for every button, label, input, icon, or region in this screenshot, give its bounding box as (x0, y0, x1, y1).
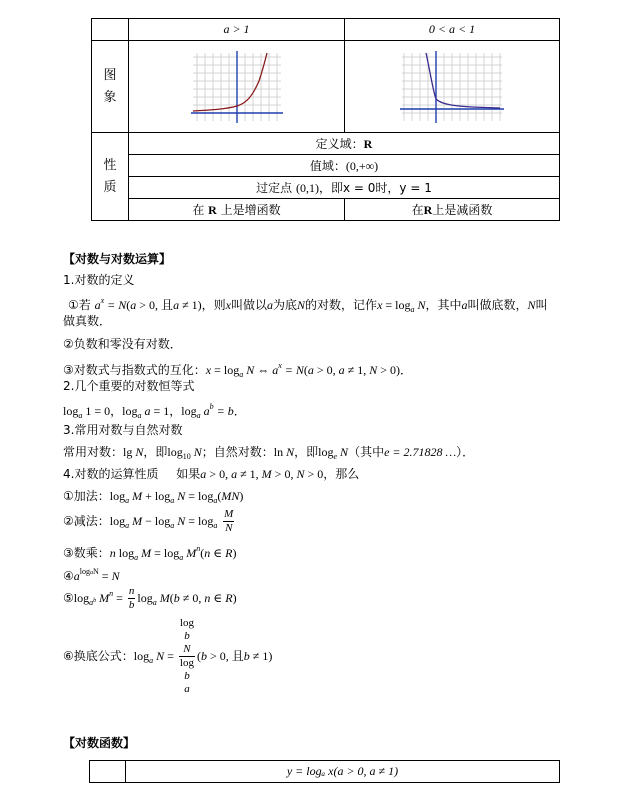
graph-cell-increasing (129, 41, 345, 133)
op-subtraction: ②减法：$\log_a M - \log_a N = \log_a$ $\frac{M}{N}$ (63, 508, 234, 534)
op-addition: ①加法：$\log_a M + \log_a N = \log_a(MN)$ (63, 489, 244, 505)
s1-item3: ③对数式与指数式的互化：$x = \log_a N$ ⇔ $a^x = N(a > 0$, a ≠ 1, N > 0)． (63, 361, 413, 379)
fraction-m-over-n: $\frac{M}{N}$ (224, 508, 234, 534)
graph-cell-decreasing (345, 41, 560, 133)
exp-graph-decreasing (400, 51, 504, 123)
log-corner-cell (90, 761, 126, 783)
exp-graph-increasing (191, 51, 283, 123)
row-label-properties: 性质 (92, 133, 129, 221)
col-header-a-lt-1: 0 < a < 1 (345, 19, 560, 41)
op-scalar: ③数乘：n $\log_a M = \log_a M^n(n$ ∈ R) (63, 544, 237, 562)
grid (402, 53, 502, 121)
log-header-cell: y = logₐ x(a > 0, a ≠ 1) (126, 761, 560, 783)
exp-curve-decreasing (426, 53, 500, 108)
log-section-title: 【对数与对数运算】 (63, 252, 172, 266)
log-function-table (89, 760, 560, 783)
s4-title-line: 4.对数的运算性质 如果a > 0, a ≠ 1, M > 0, N > 0，那么 (63, 467, 360, 481)
s3-content: 常用对数：lg N，即$\log_{10} N$；自然对数：ln N，即$\log_e N$（其中e = 2.71828 …）． (63, 445, 475, 461)
domain-cell: 定义域：R (129, 133, 560, 155)
row-label-graph: 图象 (92, 41, 129, 133)
corner-cell (92, 19, 129, 41)
s3-title: 3.常用对数与自然对数 (63, 423, 183, 437)
op-change-of-base: ⑥换底公式：$\log_a N$ = log b N log b a (b > 0, 且b ≠ 1) (63, 617, 273, 695)
decreasing-cell: 在R上是减函数 (345, 199, 560, 221)
s1-definition-cont: 做真数． (63, 314, 112, 328)
log-func-title: 【对数函数】 (63, 736, 136, 750)
s2-title: 2.几个重要的对数恒等式 (63, 379, 195, 393)
fraction-n-over-b: $\frac{n}{b}$ (128, 585, 135, 611)
op-power-identity: $④a^{logaN} = N$ (63, 567, 120, 583)
col-header-a-gt-1: a > 1 (129, 19, 345, 41)
op-base-power: $⑤\log_{a^b}$ $M^n$ = $\frac{n}{b}$ $\log_a M(b \ne 0$, n ∈ R) (63, 585, 237, 611)
range-cell: 值域：(0,+∞) (129, 155, 560, 177)
fraction-change-base: log b N log b a (179, 617, 194, 695)
s1-definition: ①若 $a^x = N(a > 0$, 且a ≠ 1)，则x叫做以a为底N的对数，记作$x = \log_a N$，其中a叫做底数，N叫 (68, 296, 548, 314)
exp-curve-increasing (193, 53, 267, 111)
exp-function-table (91, 18, 560, 221)
s1-item2: ②负数和零没有对数． (63, 337, 182, 351)
increasing-cell: 在 R 上是增函数 (129, 199, 345, 221)
s2-identities: $\log_a 1 = 0$，$\log_a a = 1$，$\log_a a^b = b$． (63, 402, 246, 420)
s1-title: 1.对数的定义 (63, 273, 135, 287)
fixed-point-cell: 过定点 (0,1)，即x = 0时，y = 1 (129, 177, 560, 199)
